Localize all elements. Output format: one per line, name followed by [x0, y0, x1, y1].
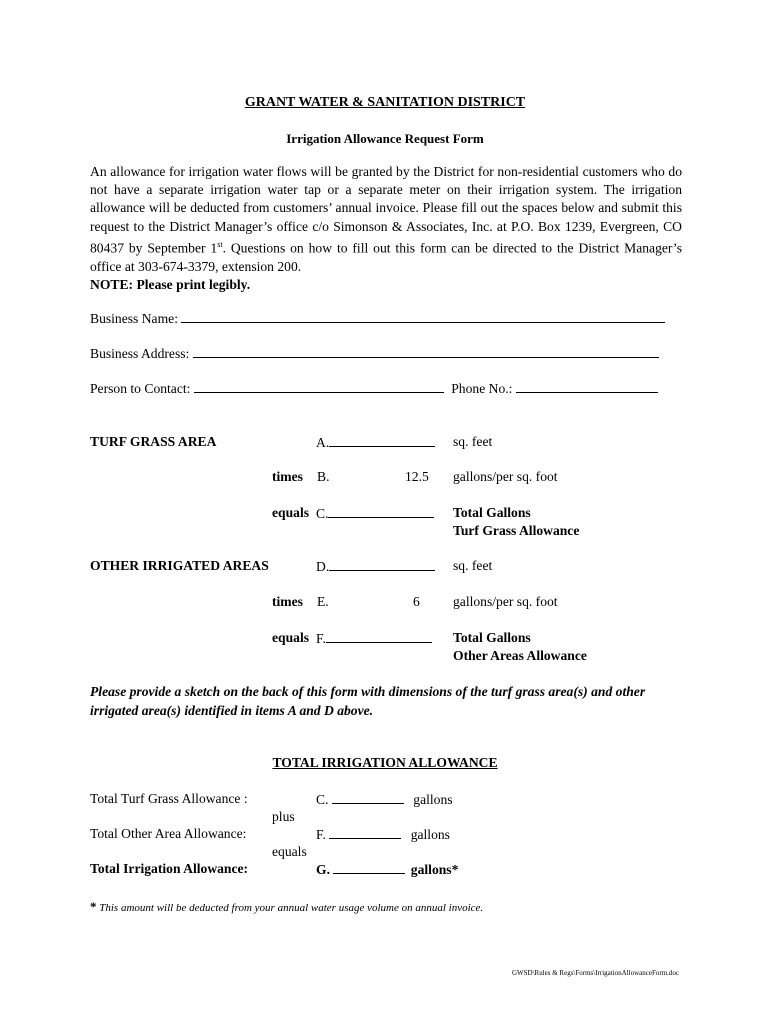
- intro-sup: st: [217, 239, 223, 249]
- a-label: A.: [316, 435, 330, 450]
- business-address-label: Business Address:: [90, 346, 190, 361]
- d-field[interactable]: [329, 558, 435, 571]
- other-d-row: [316, 558, 435, 575]
- b-label: B.: [317, 469, 330, 484]
- turf-c-row: [316, 505, 434, 522]
- total-heading: TOTAL IRRIGATION ALLOWANCE: [272, 755, 498, 770]
- b-value: 12.5: [405, 469, 429, 484]
- intro-text-1: An allowance for irrigation water flows will be granted by the District for non-residential customers who do not have a separate irrigation water tap or a separate meter on their irrigation system. The irrigation allowance will be deducted from customers’ annual invoice. Please fill out the spaces below and submit this request to the District Manager’s office c/o Simonson & Associates, Inc. at P.O. Box 1239, Evergreen, CO 80437 by September 1: [90, 164, 682, 256]
- total-other-row: [316, 826, 450, 843]
- a-unit: sq. feet: [453, 434, 493, 449]
- footnote: [90, 899, 483, 915]
- total-turf-row: [316, 791, 453, 808]
- business-name-label: Business Name:: [90, 311, 178, 326]
- total-turf-label: Total Turf Grass Allowance :: [90, 791, 248, 806]
- total-other-code: F.: [316, 827, 326, 842]
- total-irrigation-label: Total Irrigation Allowance:: [90, 861, 249, 876]
- f-field[interactable]: [326, 630, 432, 643]
- total-irrigation-field[interactable]: [333, 861, 405, 874]
- sketch-note: Please provide a sketch on the back of this form with dimensions of the turf grass area(s) and other irrigated area(s) identified in items A and D above.: [90, 684, 646, 718]
- other-heading: OTHER IRRIGATED AREAS: [90, 558, 269, 573]
- c-unit-2: Turf Grass Allowance: [453, 523, 580, 538]
- d-label: D.: [316, 559, 330, 574]
- person-to-contact-field[interactable]: [194, 380, 444, 393]
- times-e: times: [272, 594, 303, 609]
- total-other-field[interactable]: [329, 826, 401, 839]
- business-name-row: [90, 310, 665, 327]
- business-name-field[interactable]: [181, 310, 665, 323]
- total-other-unit: gallons: [410, 827, 450, 842]
- c-label: C.: [316, 506, 329, 521]
- total-irrigation-row: [316, 861, 458, 878]
- print-note: NOTE: Please print legibly.: [90, 276, 251, 292]
- footnote-text: This amount will be deducted from your annual water usage volume on annual invoice.: [99, 902, 484, 914]
- footnote-star: *: [90, 899, 97, 914]
- phone-label: Phone No.:: [451, 381, 513, 396]
- e-unit: gallons/per sq. foot: [453, 594, 558, 609]
- b-unit: gallons/per sq. foot: [453, 469, 558, 484]
- total-other-label: Total Other Area Allowance:: [90, 826, 247, 841]
- c-field[interactable]: [328, 505, 434, 518]
- total-irrigation-code: G.: [316, 862, 330, 877]
- f-unit-2: Other Areas Allowance: [453, 648, 587, 663]
- other-f-row: [316, 630, 432, 647]
- equals-f: equals: [272, 630, 310, 645]
- total-irrigation-unit: gallons*: [410, 862, 459, 877]
- times-b: times: [272, 469, 303, 484]
- form-title: GRANT WATER & SANITATION DISTRICT: [244, 95, 526, 110]
- intro-text-2: . Questions on how to fill out this form can be directed to the District Manager’s office at 303-674-3379, extension 200.: [90, 240, 683, 274]
- intro-paragraph: [90, 163, 682, 294]
- contact-row: [90, 380, 658, 397]
- business-address-field[interactable]: [193, 345, 659, 358]
- person-to-contact-label: Person to Contact:: [90, 381, 191, 396]
- total-turf-field[interactable]: [332, 791, 404, 804]
- footer-path: GWSD\Rules & Regs\Forms\IrrigationAllowanceForm.doc: [511, 969, 679, 977]
- a-field[interactable]: [329, 434, 435, 447]
- e-label: E.: [317, 594, 329, 609]
- form-subtitle: Irrigation Allowance Request Form: [286, 131, 484, 146]
- turf-a-row: [316, 434, 435, 451]
- total-turf-code: C.: [316, 792, 329, 807]
- equals-c: equals: [272, 505, 310, 520]
- total-turf-unit: gallons: [413, 792, 453, 807]
- c-unit-1: Total Gallons: [453, 505, 531, 520]
- plus-text: plus: [272, 809, 295, 824]
- f-unit-1: Total Gallons: [453, 630, 531, 645]
- d-unit: sq. feet: [453, 558, 493, 573]
- e-value: 6: [413, 594, 420, 609]
- f-label: F.: [316, 631, 326, 646]
- business-address-row: [90, 345, 659, 362]
- phone-field[interactable]: [516, 380, 658, 393]
- equals-text: equals: [272, 844, 307, 859]
- turf-heading: TURF GRASS AREA: [90, 434, 217, 449]
